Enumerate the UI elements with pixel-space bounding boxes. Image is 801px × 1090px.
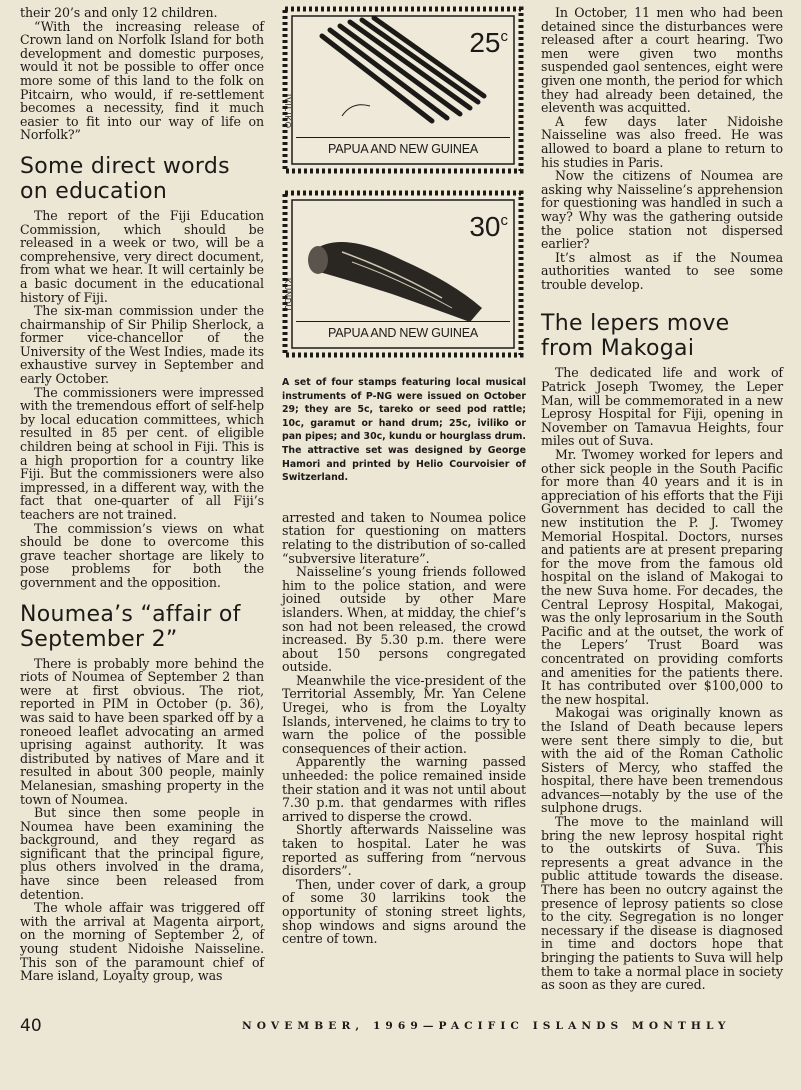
paragraph: “With the increasing release of Crown land on Norfolk Island for both development and domestic purposes, would it not be possible to offer once more some of this land to the folk on Pitcairn, who would, if re-settlement becomes a necessity, find it much easier to fit into our way of life on Norfolk?” bbox=[20, 18, 264, 143]
paragraph: In October, 11 men who had been detained since the disturbances were released after a court hearing. Two men were given two months suspended gaol sentences, eight were given one month, the period for which they had already been detained, the eleventh was acquitted. bbox=[541, 5, 783, 116]
pan-pipes-icon bbox=[322, 18, 484, 121]
paragraph: The move to the mainland will bring the new leprosy hospital right to the outskirts of Suva. This represents a great advance in the public attitude towards the disease. There has been no outcry against the presence of leprosy patients so close to the city. Segregation is no longer necessary if the disease is diagnosed in time and doctors hope that bringing the patients to Suva will help them to take a normal place in society as soon as they are cured. bbox=[541, 814, 783, 993]
paragraph: Now the citizens of Noumea are asking why Naisseline’s apprehension for questioning was handled in such a way? Why was the gathering outside the police station not dispersed earlier? bbox=[541, 168, 783, 252]
headline-noumea: Noumea’s “affair of September 2” bbox=[20, 601, 241, 652]
paragraph: Apparently the warning passed unheeded: the police remained inside their station and it was not until about 7.30 p.m. that gendarmes with rifles arrived to disperse the crowd. bbox=[282, 754, 526, 824]
paragraph: The whole affair was triggered off with the arrival at Magenta airport, on the morning of September 2, of young student Nidoishe Naisseline. This son of the paramount chief of Mare island, Loyalty group, was bbox=[20, 900, 264, 984]
paragraph: their 20’s and only 12 children. bbox=[20, 5, 218, 20]
column-middle bbox=[282, 6, 526, 946]
stamp-country: PAPUA AND NEW GUINEA bbox=[296, 321, 510, 344]
paragraph: The dedicated life and work of Patrick Joseph Twomey, the Leper Man, will be commemorated in a new Leprosy Hospital for Fiji, opening in November on Tamavua Heights, four miles out of Suva. bbox=[541, 365, 783, 449]
column-right bbox=[541, 6, 783, 992]
masthead: NOVEMBER, 1969—PACIFIC ISLANDS MONTHLY bbox=[242, 1020, 731, 1032]
paragraph: But since then some people in Noumea have been examining the background, and they regard as significant that the principal figure, plus others involved in the drama, have since been released from detention. bbox=[20, 805, 264, 902]
paragraph: Then, under cover of dark, a group of some 30 larrikins took the opportunity of stoning street lights, shop windows and signs around the centre of town. bbox=[282, 876, 526, 947]
column-left bbox=[20, 6, 264, 983]
paragraph: Meanwhile the vice-president of the Territorial Assembly, Mr. Yan Celene Uregei, who is from the Loyalty Islands, intervened, he claims to try to warn the police of the possible consequences of their action. bbox=[282, 672, 526, 756]
paragraph: arrested and taken to Noumea police station for questioning on matters relating to the distribution of so-called “subversive literature”. bbox=[282, 509, 526, 566]
paragraph: The report of the Fiji Education Commission, which should be released in a week or two, will be a comprehensive, very direct document, from what we hear. It will certainly be a basic document in the educational history of Fiji. bbox=[20, 207, 264, 305]
paragraph: It’s almost as if the Noumea authorities wanted to see some trouble develop. bbox=[541, 249, 783, 292]
kundu-drum-icon bbox=[308, 242, 482, 322]
paragraph: The commissioners were impressed with the tremendous effort of self-help by local education committees, which resulted in 85 per cent. of eligible children being at school in Fiji. This is a high proportion for a country like Fiji. But the commissioners were also impressed, in a different way, with the fact that one-quarter of all Fiji’s teachers are not trained. bbox=[20, 384, 264, 522]
stamp-value: 25$^c$ bbox=[469, 27, 508, 58]
headline-education: Some direct words on education bbox=[20, 153, 230, 204]
paragraph: Shortly afterwards Naisseline was taken to hospital. Later he was reported as suffering from “nervous disorders”. bbox=[282, 822, 526, 879]
page-number: 40 bbox=[20, 1016, 42, 1036]
stamp-instrument-label: KUNDU bbox=[283, 278, 292, 312]
stamp-30c bbox=[282, 190, 524, 358]
paragraph: Naisseline’s young friends followed him to the police station, and were joined outside by other Mare islanders. When, at midday, the chief’s son had not been released, the crowd increased. By 5.30 p.m. there were about 150 persons congregated outside. bbox=[282, 564, 526, 675]
paragraph: The six-man commission under the chairmanship of Sir Philip Sherlock, a former vice-chancellor of the University of the West Indies, made its exhaustive survey in September and early October. bbox=[20, 303, 264, 387]
page-footer bbox=[20, 1016, 780, 1036]
stamp-value: 30$^c$ bbox=[469, 211, 508, 242]
paragraph: The commission’s views on what should be done to overcome this grave teacher shortage are likely to pose problems for both the government and the opposition. bbox=[20, 520, 264, 590]
stamp-caption: A set of four stamps featuring local musical instruments of P-NG were issued on October 29; they are 5c, tareko or seed pod rattle; 10c, garamut or hand drum; 25c, iviliko or pan pipes; and 30c, kundu or hourglass drum. The attractive set was designed by George Hamori and printed by Helio Courvoisier of Switzerland. bbox=[282, 377, 526, 484]
paragraph: Makogai was originally known as the Island of Death because lepers were sent there simply to die, but with the aid of the Roman Catholic Sisters of Mercy, who staffed the hospital, there have been tremendous advances—notably by the use of the sulphone drugs. bbox=[541, 705, 783, 816]
paragraph: Mr. Twomey worked for lepers and other sick people in the South Pacific for more than 40 years and it is in appreciation of his efforts that the Fiji Government has decided to call the new institution the P. J. Twomey Memorial Hospital. Doctors, nurses and patients are at present preparing for the move from the famous old hospital on the island of Makogai to the new Suva home. For decades, the Central Leprosy Hospital, Makogai, was the only leprosarium in the South Pacific and at the outset, the work of the Lepers’ Trust Board was concentrated on providing comforts and amenities for the patients there. It has contributed over $100,000 to the new hospital. bbox=[541, 447, 783, 707]
stamp-country: PAPUA AND NEW GUINEA bbox=[296, 137, 510, 160]
paragraph: A few days later Nidoishe Naisseline was also freed. He was allowed to board a plane to return to his studies in Paris. bbox=[541, 113, 783, 170]
stamp-instrument-label: IVILIKO bbox=[283, 94, 292, 130]
paragraph: There is probably more behind the riots of Noumea of September 2 than were at first obvious. The riot, reported in PIM in October (p. 36), was said to have been sparked off by a roneoed leaflet advocating an armed uprising against authority. It was distributed by natives of Mare and it resulted in about 300 people, mainly Melanesian, smashing property in the town of Noumea. bbox=[20, 655, 264, 807]
headline-lepers: The lepers move from Makogai bbox=[541, 311, 730, 362]
stamp-25c bbox=[282, 6, 524, 174]
